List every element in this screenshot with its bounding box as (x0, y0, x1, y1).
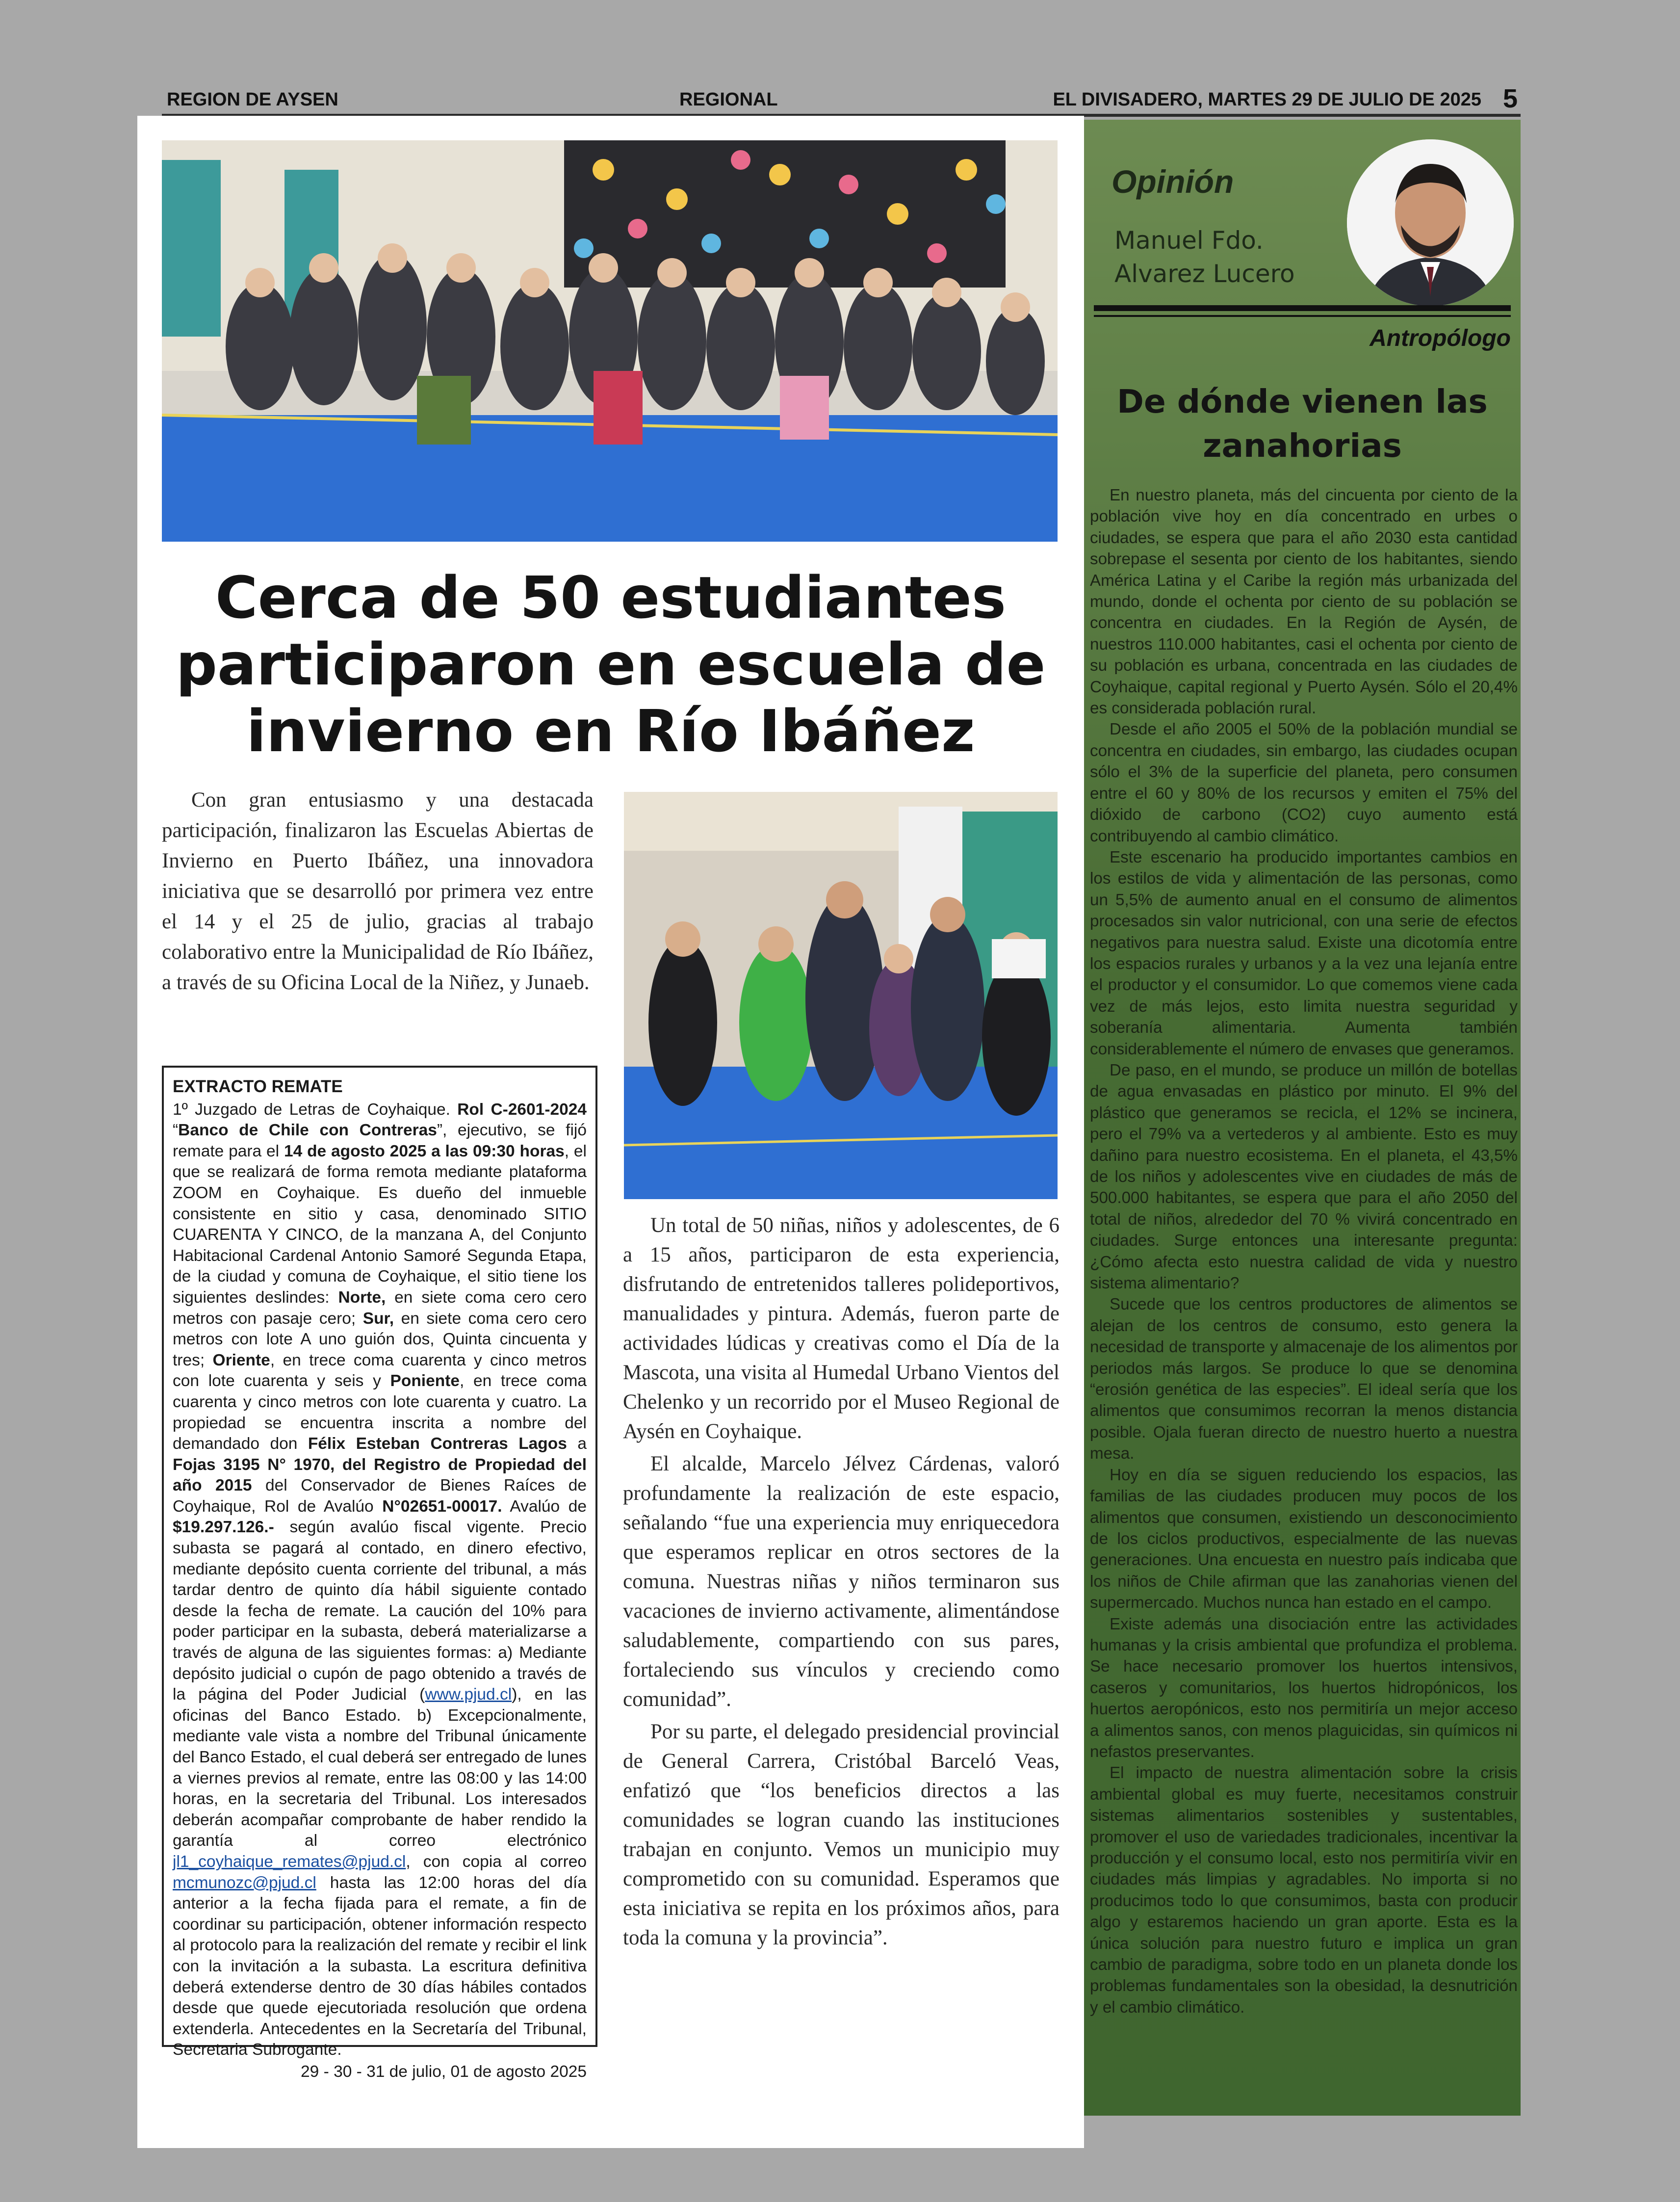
opinion-sidebar (1084, 120, 1521, 2116)
legal-bold: Félix Esteban Contreras Lagos (308, 1435, 567, 1453)
legal-bold: Oriente (212, 1351, 270, 1369)
legal-text: a (567, 1435, 587, 1453)
article-body (623, 1211, 1060, 1956)
author-role: Antropólogo (1370, 325, 1511, 351)
legal-bold: Poniente (390, 1372, 460, 1390)
pjud-link[interactable]: www.pjud.cl (425, 1685, 512, 1704)
legal-notice-box (162, 1066, 597, 2081)
legal-bold: Norte, (338, 1288, 386, 1307)
legal-bold: Banco de Chile con Contreras (178, 1121, 437, 1140)
copy-email-link[interactable]: mcmunozc@pjud.cl (173, 1873, 316, 1892)
legal-bold: Sur, (362, 1309, 394, 1328)
legal-text: en siete coma cero cero metros con pasaje cero; (173, 1288, 587, 1328)
opinion-paragraph: Sucede que los centros productores de alimentos se alejan de los centros de consumo, esto genera la necesidad de transporte y almacenaje de los alimentos por periodos más largos. Se produce lo que se denomina “erosión genética de las especies”. El ideal sería que los alimentos que consumimos recorran la menos distancia posible. Ojala fueran directo de nuestro huerto a nuestra mesa. (1090, 1295, 1518, 1463)
students-photo (624, 792, 1058, 1199)
author-name-line: Manuel Fdo. (1114, 226, 1264, 255)
article-lead: Con gran entusiasmo y una destacada participación, finalizaron las Escuelas Abiertas de Invierno en Puerto Ibáñez, una innovadora iniciativa que se desarrolló por primera vez entre el 14 y el 25 de julio, gracias al trabajo colaborativo entre la Municipalidad de Río Ibáñez, a través de su Oficina Local de la Niñez, y Junaeb. (162, 788, 594, 994)
opinion-paragraph: Hoy en día se siguen reduciendo los espacios, las familias de las ciudades producen muy pocos de los alimentos que consumen, existiendo un desconocimiento de los ciclos productivos, especialmente de las nuevas generaciones. Una encuesta en nuestro país indicaba que los niños de Chile afirman que las zanahorias vienen del supermercado. Muchos nunca han estado en el campo. (1090, 1466, 1518, 1612)
legal-bold: N°02651-00017. (382, 1497, 502, 1516)
group-photo (162, 140, 1058, 542)
opinion-paragraph: De paso, en el mundo, se produce un millón de botellas de agua envasadas en plástico por minuto. El 9% del plástico que generamos se recicla, el 12% se incinera, pero el 79% va a vertederos y al ambiente. Esto es muy dañino para nuestro ecosistema. En el planeta, el 43,5% de los niños y adolescentes vive en ciudades de más de 500.000 habitantes, se espera que para el año 2050 del total de niños, alrededor del 70 % vivirá concentrado en ciudades. Surge entonces una interesante pregunta: ¿Cómo afecta esto nuestra calidad de vida y nuestro sistema alimentario? (1090, 1061, 1518, 1293)
legal-text: del Conservador de Bienes Raíces de Coyhaique, Rol de Avalúo (173, 1476, 587, 1516)
legal-bold: $19.297.126.- (173, 1518, 274, 1537)
opinion-title: De dónde vienen las zanahorias (1117, 383, 1488, 465)
legal-text: según avalúo fiscal vigente. Precio subasta se pagará al contado, en dinero efectivo, mediante depósito cuenta corriente del tribunal, a más tardar dentro de quinto día hábil siguiente contado desde la fecha de remate. La caución del 10% para poder participar en la subasta, deberá materializarse a través de alguna de las siguientes formas: a) Mediante depósito judicial o cupón de pago obtenido a través de la página del Poder Judicial ( (173, 1518, 587, 1704)
legal-text: en siete coma cero cero metros con lote A uno guión dos, Quinta cincuenta y tres; (173, 1309, 587, 1369)
legal-text: , en trece coma cuarenta y cinco metros con lote cuarenta y seis y (173, 1351, 587, 1390)
legal-notice-body (173, 1100, 587, 2061)
sidebar-rule (1094, 305, 1511, 311)
legal-bold: Fojas 3195 N° 1970, del Registro de Propiedad del año 2015 (173, 1455, 587, 1495)
legal-text: , el que se realizará de forma remota mediante plataforma ZOOM en Coyhaique. Es dueño del inmueble consistente en sitio y casa, denominado SITIO CUARENTA Y CINCO, de la manzana A, del Conjunto Habitacional Cardenal Antonio Samoré Segunda Etapa, de la ciudad y comuna de Coyhaique, el sitio tiene los siguientes deslindes: (173, 1142, 587, 1307)
article-paragraph: Un total de 50 niñas, niños y adolescentes, de 6 a 15 años, participaron de esta experiencia, disfrutando de entretenidos talleres polideportivos, manualidades y pintura. Además, fueron parte de actividades lúdicas y creativas como el Día de la Mascota, una visita al Humedal Urbano Vientos del Chelenko y un recorrido por el Museo Regional de Aysén en Coyhaique. (623, 1214, 1060, 1443)
section-center-label: REGIONAL (679, 89, 778, 110)
legal-bold: Rol C-2601-2024 (457, 1100, 587, 1119)
legal-text: Avalúo de (502, 1497, 587, 1516)
legal-text: 1º Juzgado de Letras de Coyhaique. (173, 1100, 458, 1119)
opinion-paragraph: En nuestro planeta, más del cincuenta por ciento de la población vive hoy en día concentrado en urbes o ciudades, se espera que para el año 2030 esta cantidad sobrepase el sesenta por ciento de los habitantes, siendo América Latina y el Caribe la región más urbanizada del mundo, donde el ochenta por ciento de su población se concentra en ciudades. En la Región de Aysén, de nuestros 110.000 habitantes, casi el ochenta por ciento de su población es urbana, concentrada en las ciudades de Coyhaique, capital regional y Puerto Aysén. Sólo el 20,4% es considerada población rural. (1090, 486, 1518, 718)
opinion-paragraph: Este escenario ha producido importantes cambios en los estilos de vida y alimentación de las personas, como un 5,5% de aumento anual en el consumo de alimentos procesados sin valor nutricional, con una serie de efectos negativos para nuestra salud. Existe una dicotomía entre los espacios rurales y urbanos y a la vez una lejanía entre el productor y el consumidor. Lo que comemos viene cada vez de más lejos, esto limita nuestra seguridad y soberanía alimentaria. Aumenta también considerablemente el número de envases que generamos. (1090, 848, 1518, 1058)
article-paragraph: Por su parte, el delegado presidencial provincial de General Carrera, Cristóbal Barceló Veas, enfatizó que “los beneficios directos a las comunidades se logran cuando las instituciones trabajan en conjunto. Vemos un municipio muy comprometido con su comunidad. Esperamos que esta iniciativa se repita en los próximos años, para toda la comuna y la provincia”. (623, 1720, 1060, 1949)
section-label: REGION DE AYSEN (167, 89, 338, 110)
legal-bold: 14 de agosto 2025 a las 09:30 horas (284, 1142, 565, 1160)
opinion-label: Opinión (1111, 163, 1234, 200)
opinion-paragraph: Desde el año 2005 el 50% de la población mundial se concentra en ciudades, sin embargo, las ciudades ocupan sólo el 3% de la superficie del planeta, pero consumen entre el 60 y 80% de los recursos y emiten el 75% del dióxido de carbono (CO2) cuyo aumento está contribuyendo al cambio climático. (1090, 720, 1518, 845)
legal-notice-title: EXTRACTO REMATE (173, 1077, 343, 1096)
opinion-paragraph: El impacto de nuestra alimentación sobre la crisis ambiental global es muy fuerte, necesitamos construir sistemas alimentarios sostenibles y sustentables, promover el uso de variedades tradicionales, incentivar la producción y el consumo local, esto nos permitiría vivir en ciudades más limpias y agradables. No importa si no producimos todo lo que consumimos, basta con producir algo y estaremos haciendo un gran aporte. Esta es la única solución para nuestro futuro e implica un gran cambio de paradigma, sobre todo en un planeta donde los problemas fundamentales son la obesidad, la desnutrición y el cambio climático. (1090, 1764, 1518, 2017)
opinion-body (1090, 485, 1518, 2018)
legal-text: , con copia al correo (406, 1852, 587, 1871)
masthead-date: EL DIVISADERO, MARTES 29 DE JULIO DE 2025 (1053, 89, 1481, 110)
article-headline: Cerca de 50 estudiantes participaron en escuela de invierno en Río Ibáñez (176, 564, 1046, 765)
legal-notice-dates: 29 - 30 - 31 de julio, 01 de agosto 2025 (301, 2062, 587, 2081)
remates-email-link[interactable]: jl1_coyhaique_remates@pjud.cl (173, 1852, 406, 1871)
opinion-paragraph: Existe además una disociación entre las actividades humanas y la crisis ambiental que profundiza el problema. Se hace necesario promover los huertos intensivos, caseros y comunitarios, los huertos hidropónicos, los huertos aeropónicos, esto nos permitiría un mejor acceso a alimentos sanos, con menos plaguicidas, sin químicos ni nefastos preservantes. (1090, 1615, 1518, 1761)
legal-text: ”, ejecutivo, se fijó remate para el (173, 1121, 587, 1160)
legal-text: “ (173, 1121, 179, 1140)
opinion-author (1114, 224, 1320, 290)
page-number: 5 (1502, 84, 1518, 113)
article-paragraph: El alcalde, Marcelo Jélvez Cárdenas, valoró profundamente la realización de este espacio, señalando “fue una experiencia muy enriquecedora que esperamos replicar en otros sectores de la comuna. Nuestras niñas y niños terminaron sus vacaciones de invierno activamente, alimentándose saludablemente, compartiendo con sus pares, fortaleciendo sus vínculos y creciendo como comunidad”. (623, 1452, 1060, 1711)
author-name-line: Alvarez Lucero (1114, 260, 1295, 288)
sidebar-rule-thin (1094, 315, 1511, 317)
author-portrait (1347, 139, 1514, 306)
page-header (162, 83, 1521, 117)
legal-text: ), en las oficinas del Banco Estado. b) Excepcionalmente, mediante vale vista a nombre del Tribunal únicamente del Banco Estado, el cual deberá ser entregado de lunes a viernes previos al remate, entre las 08:00 y las 14:00 horas, en la secretaria del Tribunal. Los interesados deberán acompañar comprobante de haber rendido la garantía al correo electrónico (173, 1685, 587, 1850)
legal-text: , en trece coma cuarenta y cinco metros con lote cuarenta y cuatro. La propiedad se encuentra inscrita a nombre del demandado don (173, 1372, 587, 1453)
legal-text: hasta las 12:00 horas del día anterior a la fecha fijada para el remate, a fin de coordinar su participación, obtener información respecto al protocolo para la realización del remate y recibir el link con la invitación a la subasta. La escritura definitiva deberá extenderse dentro de 30 días hábiles contados desde que quede ejecutoriada resolución que ordena extenderla. Antecedentes en la Secretaría del Tribunal, Secretaria Subrogante. (173, 1873, 587, 2059)
